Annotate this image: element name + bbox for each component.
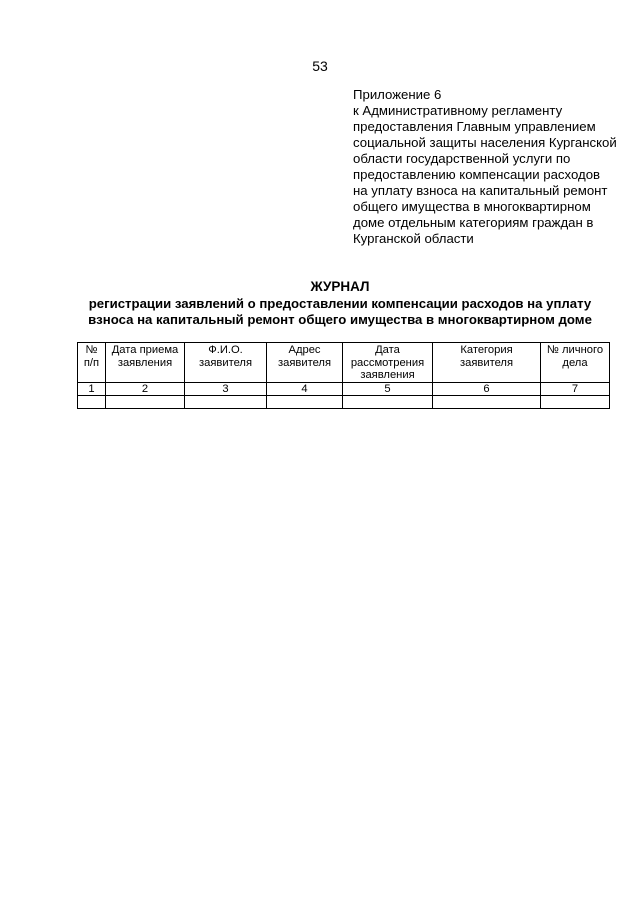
journal-subtitle-line: взноса на капитальный ремонт общего имущества в многоквартирном доме: [88, 312, 592, 327]
empty-cell: [185, 395, 267, 408]
column-number-cell: 2: [106, 382, 185, 395]
column-number-cell: 6: [433, 382, 541, 395]
column-number-cell: 4: [267, 382, 343, 395]
journal-title: ЖУРНАЛ: [310, 279, 370, 294]
page-number: 53: [312, 58, 328, 74]
column-header-applicant-category: Категория заявителя: [433, 343, 541, 383]
empty-cell: [433, 395, 541, 408]
empty-cell: [541, 395, 610, 408]
appendix-line: Приложение 6: [353, 87, 442, 102]
empty-cell: [106, 395, 185, 408]
table-column-numbers-row: [78, 382, 610, 395]
table-header-row: [78, 343, 610, 383]
column-number-cell: 1: [78, 382, 106, 395]
column-header-case-number: № личного дела: [541, 343, 610, 383]
appendix-line: предоставления Главным управлением: [353, 119, 596, 134]
column-number-cell: 3: [185, 382, 267, 395]
journal-subtitle: [60, 296, 620, 328]
appendix-block: [353, 87, 638, 247]
appendix-line: области государственной услуги по: [353, 151, 571, 166]
column-header-applicant-name: Ф.И.О. заявителя: [185, 343, 267, 383]
column-header-number: № п/п: [78, 343, 106, 383]
table-row: [78, 395, 610, 408]
column-header-applicant-address: Адрес заявителя: [267, 343, 343, 383]
empty-cell: [267, 395, 343, 408]
column-header-date-received: Дата приема заявления: [106, 343, 185, 383]
appendix-line: Курганской области: [353, 231, 474, 246]
appendix-line: предоставлению компенсации расходов: [353, 167, 601, 182]
column-number-cell: 5: [343, 382, 433, 395]
empty-cell: [78, 395, 106, 408]
appendix-line: общего имущества в многоквартирном: [353, 199, 591, 214]
appendix-line: на уплату взноса на капитальный ремонт: [353, 183, 608, 198]
column-number-cell: 7: [541, 382, 610, 395]
appendix-line: к Административному регламенту: [353, 103, 563, 118]
registration-table: [77, 342, 610, 409]
appendix-line: доме отдельным категориям граждан в: [353, 215, 594, 230]
column-header-date-reviewed: Дата рассмотрения заявления: [343, 343, 433, 383]
appendix-line: социальной защиты населения Курганской: [353, 135, 617, 150]
empty-cell: [343, 395, 433, 408]
journal-subtitle-line: регистрации заявлений о предоставлении компенсации расходов на уплату: [88, 296, 592, 311]
